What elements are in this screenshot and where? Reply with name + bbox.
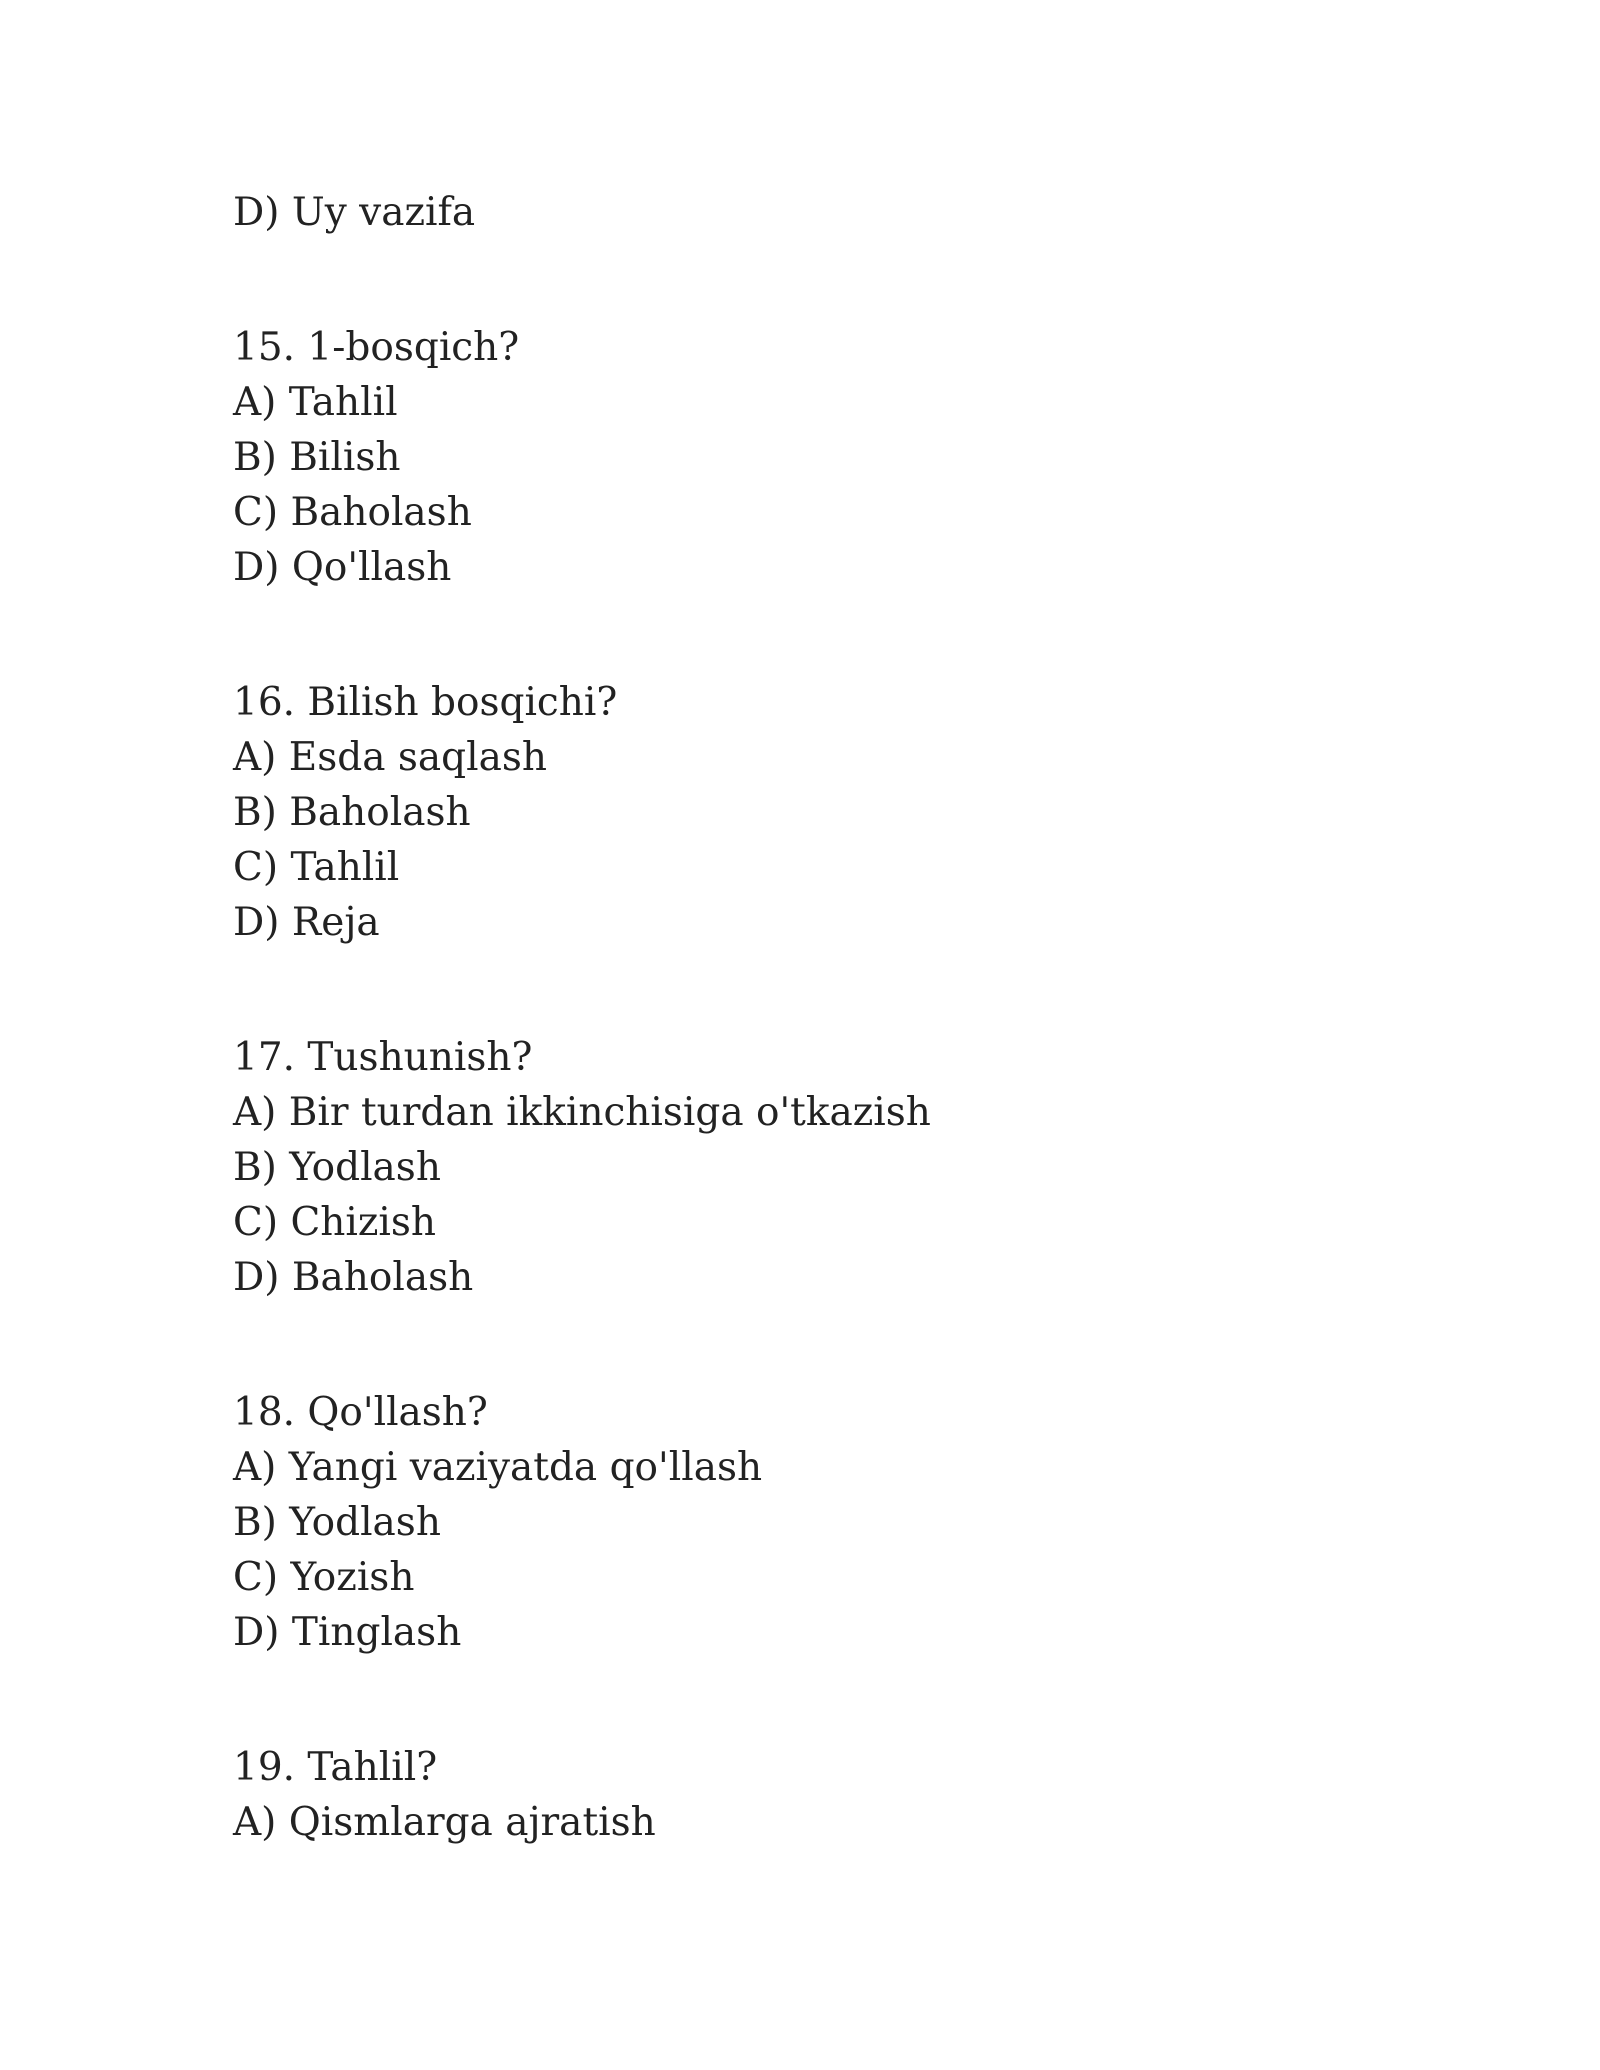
answer-option: C) Chizish	[233, 1200, 437, 1245]
question-carryover	[233, 185, 1433, 240]
question-list	[233, 185, 1433, 1930]
answer-option: A) Tahlil	[233, 380, 398, 425]
question-title: 19. Tahlil?	[233, 1745, 438, 1790]
question-17	[233, 1030, 1433, 1305]
answer-option: D) Qo'llash	[233, 545, 452, 590]
answer-option: D) Reja	[233, 900, 380, 945]
answer-option: A) Bir turdan ikkinchisiga o'tkazish	[233, 1090, 931, 1135]
question-title: 18. Qo'llash?	[233, 1390, 488, 1435]
question-16	[233, 675, 1433, 950]
answer-option: C) Tahlil	[233, 845, 400, 890]
answer-option: A) Esda saqlash	[233, 735, 547, 780]
answer-option: C) Yozish	[233, 1555, 415, 1600]
question-19	[233, 1740, 1433, 1850]
answer-option: C) Baholash	[233, 490, 472, 535]
answer-option: B) Bilish	[233, 435, 401, 480]
answer-option: D) Uy vazifa	[233, 190, 476, 235]
answer-option: D) Baholash	[233, 1255, 474, 1300]
answer-option: D) Tinglash	[233, 1610, 462, 1655]
question-title: 16. Bilish bosqichi?	[233, 680, 618, 725]
answer-option: B) Yodlash	[233, 1500, 441, 1545]
question-18	[233, 1385, 1433, 1660]
answer-option: B) Yodlash	[233, 1145, 441, 1190]
question-title: 17. Tushunish?	[233, 1035, 533, 1080]
answer-option: A) Qismlarga ajratish	[233, 1800, 656, 1845]
answer-option: A) Yangi vaziyatda qo'llash	[233, 1445, 763, 1490]
answer-option: B) Baholash	[233, 790, 471, 835]
question-title: 15. 1-bosqich?	[233, 325, 520, 370]
question-15	[233, 320, 1433, 595]
